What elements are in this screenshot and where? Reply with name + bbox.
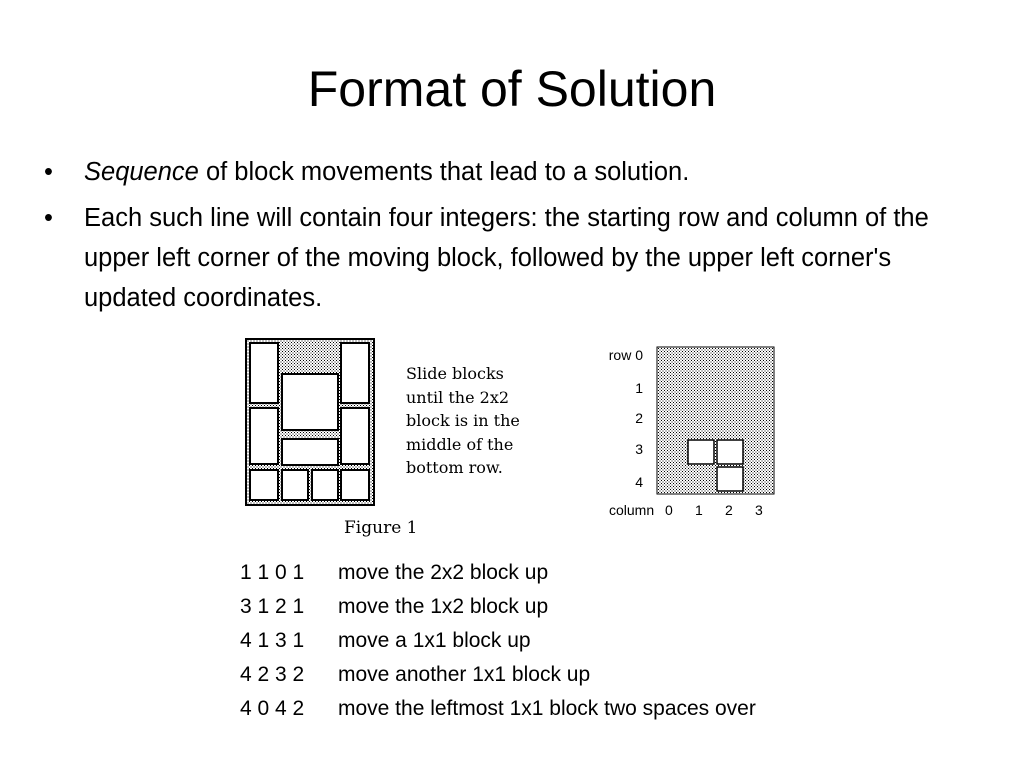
row-label: 2	[635, 410, 643, 426]
move-description: move the 2x2 block up	[338, 561, 549, 584]
figure-instructions: Slide blocks until the 2x2 block is in the middle of the bottom row.	[406, 364, 520, 477]
column-label: 0	[665, 502, 673, 518]
block-1x2	[250, 343, 278, 403]
bullet-text: of block movements that lead to a solution.	[198, 158, 690, 186]
column-label-prefix: column	[609, 502, 655, 518]
bullet-emphasis: Sequence	[84, 158, 199, 186]
column-label: 2	[725, 502, 733, 518]
block-1x1	[341, 470, 369, 500]
block-1x2	[341, 408, 369, 464]
grid-board	[657, 347, 774, 494]
block-2x2	[282, 374, 338, 430]
bullet-item	[44, 198, 964, 318]
move-coords: 3 1 2 1	[240, 595, 305, 618]
grid-cell-empty	[717, 467, 743, 491]
row-label: row 0	[608, 347, 643, 363]
bullet-text: Each such line will contain four integers: the starting row and column of the upper left corner of the moving block, followed by the upper left corner's updated coordinates.	[84, 204, 929, 312]
block-1x1	[282, 470, 308, 500]
block-1x1	[312, 470, 338, 500]
figure-caption: Figure 1	[344, 518, 418, 538]
move-line	[240, 556, 756, 590]
move-description: move the leftmost 1x1 block two spaces over	[338, 697, 756, 720]
grid-cell-empty	[717, 440, 743, 464]
move-description: move a 1x1 block up	[338, 629, 531, 652]
move-line	[240, 658, 756, 692]
slide-title: Format of Solution	[307, 61, 717, 117]
bullet-item	[44, 152, 964, 192]
bullet-list	[44, 152, 964, 324]
row-label: 1	[635, 380, 643, 396]
block-2x1	[282, 439, 338, 465]
move-coords: 4 1 3 1	[240, 629, 305, 652]
move-description: move the 1x2 block up	[338, 595, 549, 618]
move-coords: 4 2 3 2	[240, 663, 305, 686]
bullet-dot: •	[44, 158, 53, 186]
row-label: 4	[635, 474, 643, 490]
column-label: 3	[755, 502, 763, 518]
move-line	[240, 590, 756, 624]
move-line	[240, 692, 756, 726]
block-1x2	[341, 343, 369, 403]
move-description: move another 1x1 block up	[338, 663, 591, 686]
block-1x2	[250, 408, 278, 464]
move-coords: 4 0 4 2	[240, 697, 305, 720]
move-line	[240, 624, 756, 658]
move-list	[240, 556, 756, 726]
row-label: 3	[635, 441, 643, 457]
bullet-dot: •	[44, 204, 53, 232]
column-label: 1	[695, 502, 703, 518]
block-1x1	[250, 470, 278, 500]
coordinate-grid-figure	[598, 342, 788, 522]
grid-cell-empty	[688, 440, 714, 464]
move-coords: 1 1 0 1	[240, 561, 305, 584]
